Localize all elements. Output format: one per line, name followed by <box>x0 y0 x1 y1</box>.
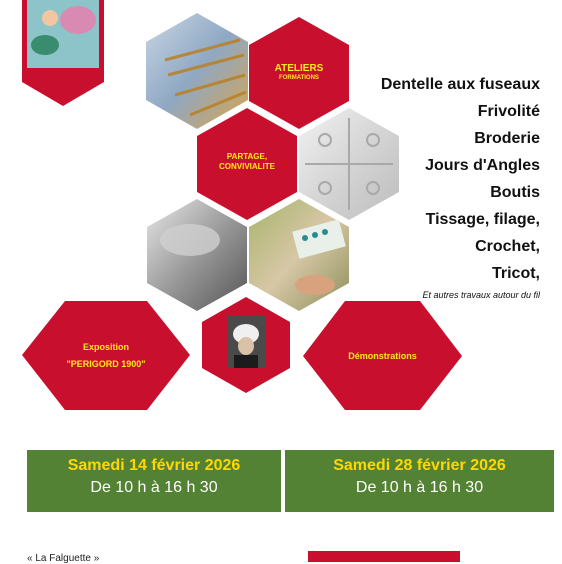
ateliers-label <box>249 62 349 83</box>
footer-red-box <box>308 551 460 562</box>
craft-item: Dentelle aux fuseaux <box>380 76 540 93</box>
partage-line2: CONVIVIALITE <box>218 162 275 172</box>
date-title: Samedi 14 février 2026 <box>67 457 241 474</box>
date-hours: De 10 h à 16 h 30 <box>355 479 484 496</box>
exposition-label <box>22 339 190 373</box>
craft-item: Boutis <box>490 184 540 201</box>
exposition-line1: Exposition <box>82 342 129 352</box>
ateliers-title: ATELIERS <box>274 63 324 74</box>
date-hours: De 10 h à 16 h 30 <box>90 479 218 496</box>
date-title: Samedi 28 février 2026 <box>333 457 506 474</box>
craft-item: Frivolité <box>477 103 540 120</box>
date-box-1 <box>27 450 281 512</box>
footer-place: « La Falguette » <box>27 553 100 564</box>
partage-line1: PARTAGE, <box>226 152 268 161</box>
demonstrations-label: Démonstrations <box>348 351 417 361</box>
exposition-line2: "PERIGORD 1900" <box>66 359 146 370</box>
craft-item: Tissage, filage, <box>425 211 540 228</box>
craft-item: Jours d'Angles <box>425 157 540 174</box>
partage-label <box>197 152 297 173</box>
crafts-note: Et autres travaux autour du fil <box>422 290 540 300</box>
craft-item: Broderie <box>474 130 540 147</box>
craft-item: Tricot, <box>491 265 540 282</box>
ateliers-subtitle: FORMATIONS <box>279 75 319 81</box>
date-box-2 <box>285 450 554 512</box>
craft-item: Crochet, <box>475 238 540 255</box>
